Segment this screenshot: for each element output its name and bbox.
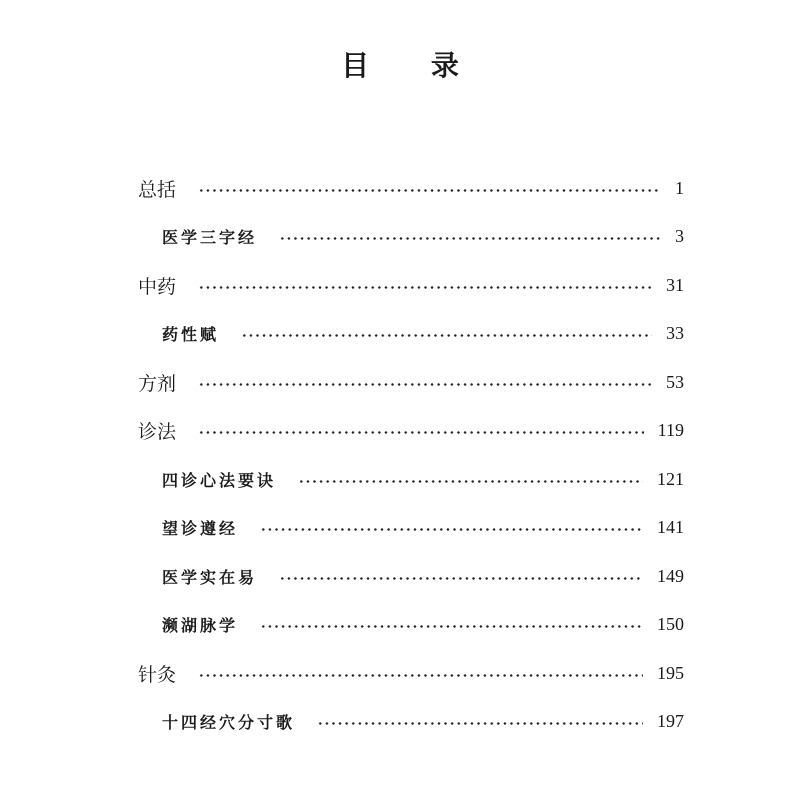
toc-entry-label: 医学实在易 (162, 567, 258, 587)
toc-entry-page: 3 (675, 226, 684, 247)
toc-entry-label: 十四经穴分寸歌 (162, 713, 296, 733)
toc-entry[interactable] (138, 407, 684, 456)
toc-entry-page: 53 (666, 371, 684, 392)
dot-leader (317, 722, 643, 725)
dot-leader (298, 480, 643, 483)
toc-entry[interactable] (138, 601, 684, 650)
toc-entry[interactable] (138, 261, 684, 310)
toc-entry[interactable] (138, 310, 684, 359)
toc-entry-page: 149 (657, 565, 684, 586)
toc-entry[interactable] (138, 504, 684, 553)
toc-entry-label: 医学三字经 (162, 228, 258, 248)
toc-entry-label: 望诊遵经 (162, 519, 239, 539)
dot-leader (198, 674, 643, 677)
toc-entry-page: 150 (657, 614, 684, 635)
dot-leader (279, 237, 661, 240)
toc-entry[interactable] (138, 164, 684, 213)
toc-entry-label: 四诊心法要诀 (162, 470, 277, 490)
toc-entry[interactable] (138, 698, 684, 747)
toc-entry-page: 121 (657, 468, 684, 489)
table-of-contents (138, 164, 684, 746)
dot-leader (198, 286, 652, 289)
toc-entry-page: 31 (666, 274, 684, 295)
toc-entry[interactable] (138, 649, 684, 698)
toc-entry-page: 195 (657, 662, 684, 683)
dot-leader (260, 625, 643, 628)
toc-entry[interactable] (138, 455, 684, 504)
dot-leader (279, 577, 643, 580)
dot-leader (241, 334, 652, 337)
toc-entry-page: 33 (666, 323, 684, 344)
toc-entry-label: 针灸 (138, 663, 177, 686)
toc-entry[interactable] (138, 552, 684, 601)
toc-entry-page: 1 (675, 177, 684, 198)
toc-entry-page: 119 (657, 420, 684, 441)
toc-entry-label: 方剂 (138, 372, 177, 395)
toc-entry-page: 197 (657, 711, 684, 732)
dot-leader (198, 383, 652, 386)
toc-entry-label: 诊法 (138, 421, 177, 444)
dot-leader (198, 431, 644, 434)
dot-leader (198, 189, 661, 192)
toc-entry[interactable] (138, 213, 684, 262)
toc-entry-label: 总括 (138, 178, 177, 201)
dot-leader (260, 528, 643, 531)
toc-entry[interactable] (138, 358, 684, 407)
toc-entry-label: 濒湖脉学 (162, 616, 239, 636)
page-title: 目 录 (341, 49, 485, 82)
toc-entry-label: 中药 (138, 275, 177, 298)
toc-entry-label: 药性赋 (162, 325, 220, 345)
toc-entry-page: 141 (657, 517, 684, 538)
